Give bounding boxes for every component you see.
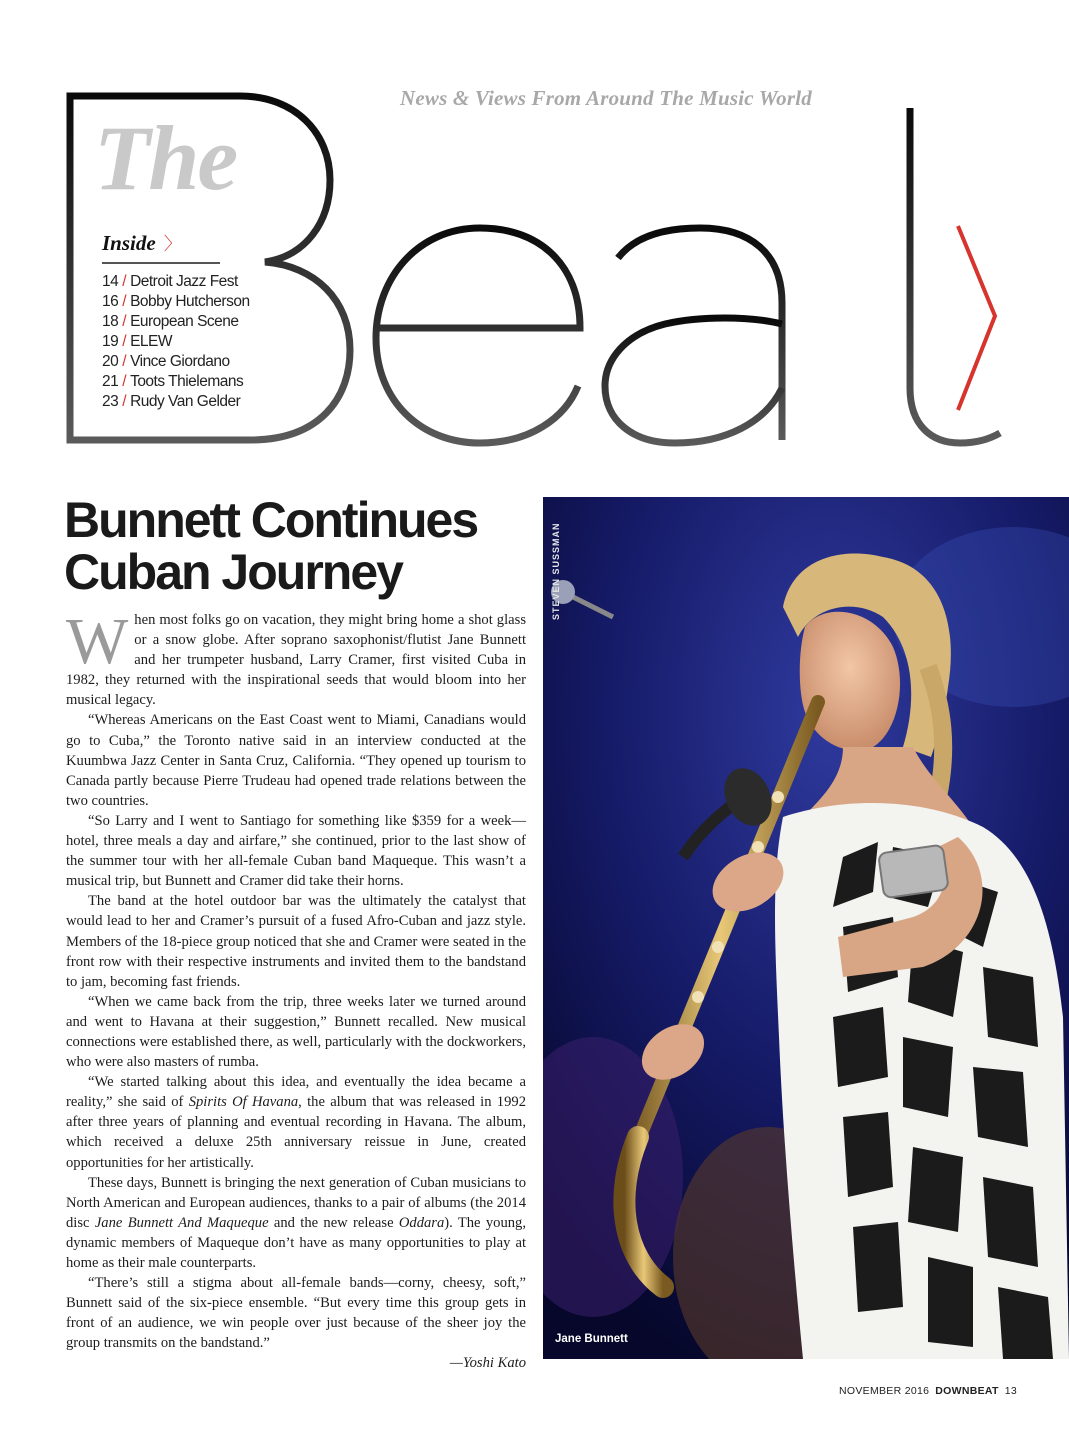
article-paragraph: “Whereas Americans on the East Coast went to Miami, Canadians would go to Cuba,” the Toronto native said in an interview conducted at the Kuumbwa Jazz Center in Santa Cruz, California. “They opened up tourism to Canada partly because Pierre Trudeau had opened trade relations between the two countries.	[66, 712, 526, 809]
chevron-right-icon: 〉	[163, 234, 182, 254]
toc-item[interactable]	[102, 312, 252, 332]
toc-title: Bobby Hutcherson	[130, 293, 250, 310]
concert-photo	[543, 497, 1069, 1359]
slash-divider: /	[122, 393, 127, 410]
paragraph-text: , the album that was released in 1992 after three years of planning and eventual recording in Havana. The album, which received a deluxe 25th anniversary reissue in June, created opportunities for her artistically.	[66, 1094, 526, 1171]
article-paragraph	[66, 605, 526, 710]
toc-page: 20	[102, 353, 119, 370]
article-paragraph: “There’s still a stigma about all-female bands—corny, cheesy, soft,” Bunnett said of the six-piece ensemble. “But every time this group gets in front of an audience, we win people over just because of the sheer joy the group transmits on the bandstand.”	[66, 1275, 526, 1352]
album-title: Spirits Of Havana	[188, 1094, 299, 1111]
page-number: 13	[1004, 1385, 1017, 1397]
toc-title: Detroit Jazz Fest	[130, 273, 238, 290]
masthead	[0, 0, 1069, 470]
paragraph-text: hen most folks go on vacation, they might bring home a shot glass or a snow globe. After soprano saxophonist/flutist Jane Bunnett and her trumpeter husband, Larry Cramer, first visited Cuba in 1982, they returned with the inspirational seeds that would bloom into her musical legacy.	[66, 612, 526, 709]
slash-divider: /	[122, 353, 127, 370]
inside-heading	[102, 230, 220, 264]
article-headline: Bunnett Continues Cuban Journey	[64, 492, 478, 600]
toc-page: 21	[102, 373, 119, 390]
toc-item[interactable]	[102, 332, 252, 352]
toc-item[interactable]	[102, 372, 252, 392]
tagline: News & Views From Around The Music World	[400, 86, 812, 110]
toc-item[interactable]	[102, 292, 252, 312]
album-title: Oddara	[398, 1214, 445, 1231]
toc-page: 16	[102, 293, 119, 310]
masthead-the: The	[94, 107, 237, 209]
toc-item[interactable]	[102, 272, 252, 292]
slash-divider: /	[122, 373, 127, 390]
magazine-name: DOWNBEAT	[935, 1385, 999, 1397]
inside-heading-label: Inside	[102, 230, 156, 255]
toc-item[interactable]	[102, 352, 252, 372]
article-paragraph: “When we came back from the trip, three weeks later we turned around and went to Havana at their suggestion,” Bunnett recalled. New musical connections were established there, as well, particularly with the dockworkers, who were also masters of rumba.	[66, 993, 526, 1071]
article-paragraph	[66, 1072, 526, 1172]
photo-credit: STEVEN SUSSMAN	[551, 522, 561, 620]
article-paragraph	[66, 1173, 526, 1273]
toc-title: Vince Giordano	[130, 353, 230, 370]
drop-cap: W	[66, 605, 129, 678]
toc-title: Rudy Van Gelder	[130, 393, 241, 410]
slash-divider: /	[122, 293, 127, 310]
article-paragraph: The band at the hotel outdoor bar was the ultimately the catalyst that would lead to her and Cramer’s pursuit of a fused Afro-Cuban and jazz style. Members of the 18-piece group noticed that she and Cramer were seated in the front row with their respective instruments and invited them to the bandstand to jam, becoming fast friends.	[66, 893, 526, 990]
issue-date: NOVEMBER 2016	[838, 1385, 930, 1397]
toc-title: Toots Thielemans	[130, 373, 244, 390]
slash-divider: /	[122, 273, 127, 290]
slash-divider: /	[122, 333, 127, 350]
toc-page: 23	[102, 393, 119, 410]
paragraph-text: ). The young, dynamic members of Maqueque don’t have as many opportunities to play at home as their male counterparts.	[66, 1214, 526, 1271]
toc-page: 14	[102, 273, 119, 290]
page-folio	[839, 1385, 1017, 1397]
paragraph-text: “We started talking about this idea, and eventually the idea became a reality,” she said of	[66, 1074, 526, 1111]
toc-page: 19	[102, 333, 119, 350]
photo-illustration	[543, 497, 1069, 1359]
album-title: Jane Bunnett And Maqueque	[94, 1214, 269, 1231]
slash-divider: /	[122, 313, 127, 330]
toc-page: 18	[102, 313, 119, 330]
paragraph-text: These days, Bunnett is bringing the next generation of Cuban musicians to North American and European audiences, thanks to a pair of albums (the 2014 disc	[66, 1174, 526, 1231]
photo-caption: Jane Bunnett	[555, 1333, 628, 1345]
inside-toc	[102, 230, 252, 412]
toc-title: European Scene	[130, 313, 239, 330]
paragraph-text: and the new release	[268, 1214, 399, 1231]
article-body	[66, 605, 526, 1374]
byline: —Yoshi Kato	[449, 1355, 526, 1372]
toc-title: ELEW	[130, 333, 172, 350]
article-paragraph: “So Larry and I went to Santiago for something like $359 for a week—hotel, three meals a day and airfare,” she continued, prior to the last show of the summer tour with her all-female Cuban band Maqueque. This wasn’t a musical trip, but Bunnett and Cramer did take their horns.	[66, 812, 526, 890]
toc-item[interactable]	[102, 392, 252, 412]
toc-list	[102, 272, 252, 412]
